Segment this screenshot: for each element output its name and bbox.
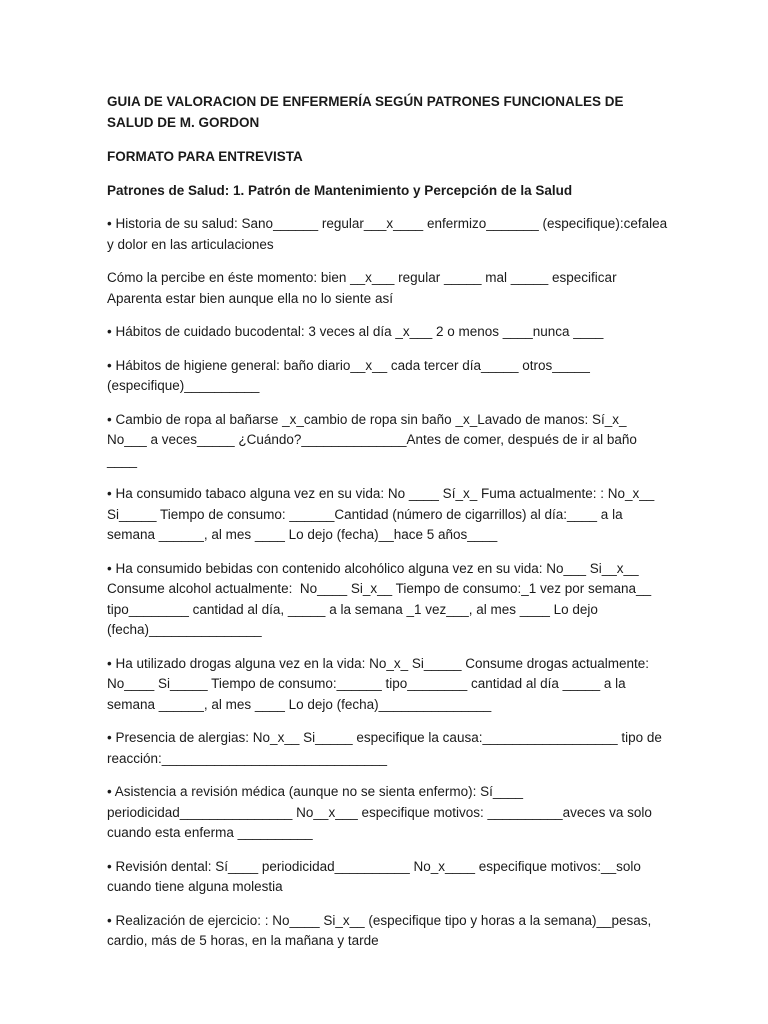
paragraph-historia-salud: • Historia de su salud: Sano______ regular___x____ enfermizo_______ (especifique):cefalea y dolor en las articulaciones: [107, 216, 671, 252]
paragraph-revision-medica: • Asistencia a revisión médica (aunque no se sienta enfermo): Sí____ periodicidad_______________ No__x___ especifique motivos: __________aveces va solo cuando esta enferma __________: [107, 784, 656, 840]
paragraph-tabaco: • Ha consumido tabaco alguna vez en su vida: No ____ Sí_x_ Fuma actualmente: : No_x__ Si_____ Tiempo de consumo: ______Cantidad (número de cigarrillos) al día:____ a la semana ______, al mes ____ Lo dejo (fecha)__hace 5 años____: [107, 486, 659, 542]
paragraph-alcohol: • Ha consumido bebidas con contenido alcohólico alguna vez en su vida: No___ Si__x__ Consume alcohol actualmente: No____ Si_x__ Tiempo de consumo:_1 vez por semana__ tipo________ cantidad al día, _____ a la semana _1 vez___, al mes ____ Lo dejo (fecha)_______________: [107, 560, 655, 637]
section-heading: Patrones de Salud: 1. Patrón de Mantenimiento y Percepción de la Salud: [107, 183, 573, 198]
paragraph-cuidado-bucodental: • Hábitos de cuidado bucodental: 3 veces al día _x___ 2 o menos ____nunca ____: [107, 324, 604, 339]
paragraph-ejercicio: • Realización de ejercicio: : No____ Si_x__ (especifique tipo y horas a la semana)__pesas, cardio, más de 5 horas, en la mañana y tarde: [107, 912, 656, 948]
paragraph-cambio-ropa: • Cambio de ropa al bañarse _x_cambio de ropa sin baño _x_Lavado de manos: Sí_x_ No___ a veces_____ ¿Cuándo?______________Antes de comer, después de ir al baño ____: [107, 411, 641, 468]
document-title: GUIA DE VALORACION DE ENFERMERÍA SEGÚN PATRONES FUNCIONALES DE SALUD DE M. GORDON: [107, 94, 624, 130]
document-subtitle: FORMATO PARA ENTREVISTA: [107, 149, 303, 164]
paragraph-revision-dental: • Revisión dental: Sí____ periodicidad__________ No_x____ especifique motivos:__solo cuando tiene alguna molestia: [107, 858, 645, 894]
paragraph-alergias: • Presencia de alergias: No_x__ Si_____ especifique la causa:__________________ tipo de reacción:______________________________: [107, 730, 666, 766]
paragraph-higiene-general: • Hábitos de higiene general: baño diario__x__ cada tercer día_____ otros_____ (especifique)__________: [107, 357, 594, 393]
paragraph-percepcion-actual: Cómo la percibe en éste momento: bien __x___ regular _____ mal _____ especificar Aparenta estar bien aunque ella no lo siente así: [107, 270, 620, 306]
paragraph-drogas: • Ha utilizado drogas alguna vez en la vida: No_x_ Si_____ Consume drogas actualmente: No____ Si_____ Tiempo de consumo:______ tipo________ cantidad al día _____ a la semana ______, al mes ____ Lo dejo (fecha)_______________: [107, 655, 653, 712]
